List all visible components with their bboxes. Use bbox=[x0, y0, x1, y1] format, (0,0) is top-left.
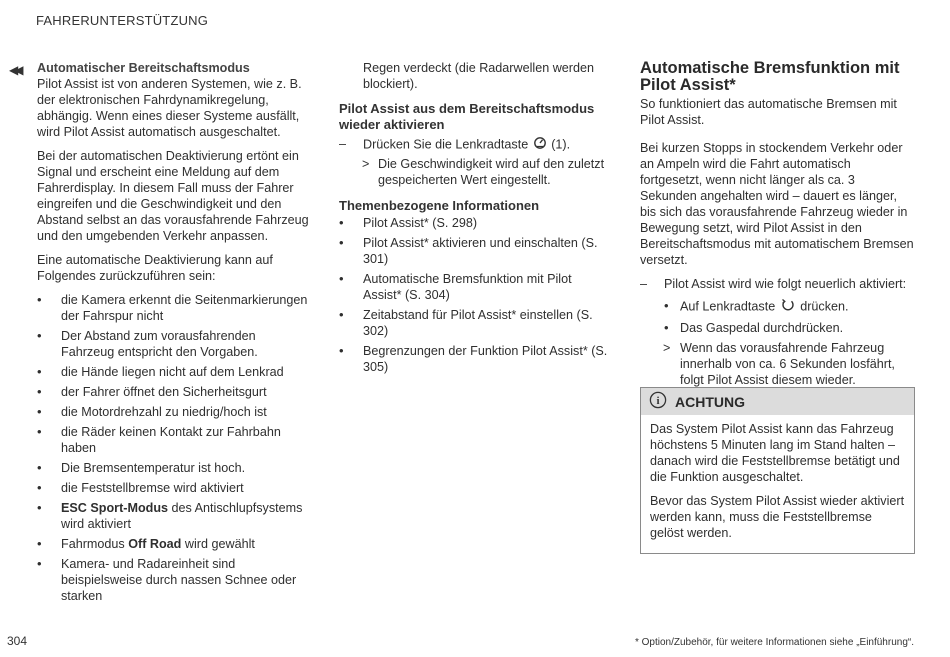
related-link[interactable]: • Begrenzungen der Funktion Pilot Assist* (S. 305) bbox=[339, 343, 609, 375]
section-title: Automatische Bremsfunktion mit Pilot Assist* bbox=[640, 59, 900, 94]
heading-reactivate: Pilot Assist aus dem Bereitschaftsmodus wieder aktivieren bbox=[339, 101, 595, 132]
bold-term: ESC Sport-Modus bbox=[61, 501, 169, 515]
column-2 bbox=[339, 60, 609, 379]
page-number: 304 bbox=[7, 634, 28, 648]
intro-text: So funktioniert das automatische Bremsen mit Pilot Assist. bbox=[640, 97, 897, 127]
instruction-step: – Drücken Sie die Lenkradtaste (1). bbox=[339, 136, 609, 154]
list-item: • Fahrmodus Off Road wird gewählt bbox=[37, 536, 309, 552]
related-link[interactable]: • Automatische Bremsfunktion mit Pilot Assist* (S. 304) bbox=[339, 271, 609, 303]
info-icon bbox=[649, 391, 667, 412]
back-arrow-icon[interactable]: ◀◀ bbox=[9, 63, 20, 77]
list-item: • der Fahrer öffnet den Sicherheitsgurt bbox=[37, 384, 309, 400]
list-item: • die Feststellbremse wird aktiviert bbox=[37, 480, 309, 496]
footnote: * Option/Zubehör, für weitere Informationen siehe „Einführung“. bbox=[634, 637, 914, 648]
list-item: • die Hände liegen nicht auf dem Lenkrad bbox=[37, 364, 309, 380]
paragraph: Eine automatische Deaktivierung kann auf Folgendes zurückzuführen sein: bbox=[37, 253, 273, 283]
list-item: • die Kamera erkennt die Seitenmarkierungen der Fahrspur nicht bbox=[37, 292, 309, 324]
deactivation-reasons-list bbox=[37, 292, 309, 604]
list-item: • Die Bremsentemperatur ist hoch. bbox=[37, 460, 309, 476]
warning-body bbox=[641, 415, 914, 553]
svg-text:i: i bbox=[656, 395, 660, 408]
warning-title: ACHTUNG bbox=[675, 393, 745, 410]
heading-related-info: Themenbezogene Informationen bbox=[339, 198, 540, 213]
related-link[interactable]: • Zeitabstand für Pilot Assist* einstellen (S. 302) bbox=[339, 307, 609, 339]
column-3 bbox=[640, 60, 915, 388]
related-link[interactable]: • Pilot Assist* aktivieren und einschalten (S. 301) bbox=[339, 235, 609, 267]
warning-text: Bevor das System Pilot Assist wieder aktiviert werden kann, muss die Feststellbremse gelöst werden. bbox=[650, 494, 905, 540]
subheading-standby: Automatischer Bereitschaftsmodus bbox=[37, 61, 250, 75]
list-item: • Kamera- und Radareinheit sind beispielsweise durch nassen Schnee oder starken bbox=[37, 556, 309, 604]
section-header: FAHRERUNTERSTÜTZUNG bbox=[36, 13, 209, 28]
warning-box bbox=[640, 387, 915, 554]
paragraph: Pilot Assist ist von anderen Systemen, wie z. B. der elektronischen Fahrdynamikregelung, abhängig. Wenn eines dieser Systeme ausfällt, wird Pilot Assist automatisch ausgeschaltet. bbox=[37, 77, 302, 139]
continuation-text: Regen verdeckt (die Radarwellen werden blockiert). bbox=[363, 61, 595, 91]
list-item: • Das Gaspedal durchdrücken. bbox=[640, 320, 915, 336]
paragraph: Bei kurzen Stopps in stockendem Verkehr oder an Ampeln wird die Fahrt automatisch fortgesetzt, wenn nicht länger als ca. 3 Sekunden angehalten wird – dauert es länger, bis sich das vorausfahrende Fahrzeug wieder in Bewegung setzt, wird Pilot Assist in den Bereitschaftsmodus mit automatischem Bremsen versetzt. bbox=[640, 141, 914, 267]
resume-button-icon bbox=[779, 298, 797, 316]
related-links-list bbox=[339, 215, 609, 375]
warning-text: Das System Pilot Assist kann das Fahrzeug höchstens 5 Minuten lang im Stand halten – danach wird die Feststellbremse betätigt und die Funktion ausgeschaltet. bbox=[650, 422, 900, 484]
list-item: • die Motordrehzahl zu niedrig/hoch ist bbox=[37, 404, 309, 420]
list-item: • Der Abstand zum vorausfahrenden Fahrzeug entspricht den Vorgaben. bbox=[37, 328, 309, 360]
pilot-assist-button-icon bbox=[532, 136, 548, 154]
list-item: • die Räder keinen Kontakt zur Fahrbahn haben bbox=[37, 424, 309, 456]
instruction-step: – Pilot Assist wird wie folgt neuerlich aktiviert: bbox=[640, 277, 907, 291]
step-result: > Wenn das vorausfahrende Fahrzeug innerhalb von ca. 6 Sekunden losfährt, folgt Pilot Assist diesem wieder. bbox=[663, 341, 895, 387]
list-item: • ESC Sport-Modus des Antischlupfsystems wird aktiviert bbox=[37, 500, 309, 532]
list-item: • Auf Lenkradtaste drücken. bbox=[640, 298, 915, 316]
related-link[interactable]: • Pilot Assist* (S. 298) bbox=[339, 215, 609, 231]
paragraph: Bei der automatischen Deaktivierung ertönt ein Signal und erscheint eine Meldung auf dem Fahrerdisplay. In diesem Fall muss der Fahrer eingreifen und die Geschwindigkeit und den Abstand selbst an das vorausfahrende Fahrzeug und den umgebenden Verkehr anpassen. bbox=[37, 149, 309, 243]
bold-term: Off Road bbox=[128, 537, 182, 551]
step-result: > Die Geschwindigkeit wird auf den zuletzt gespeicherten Wert eingestellt. bbox=[362, 157, 605, 187]
reactivation-options bbox=[640, 298, 915, 336]
warning-header bbox=[641, 388, 914, 415]
column-1 bbox=[37, 60, 309, 608]
